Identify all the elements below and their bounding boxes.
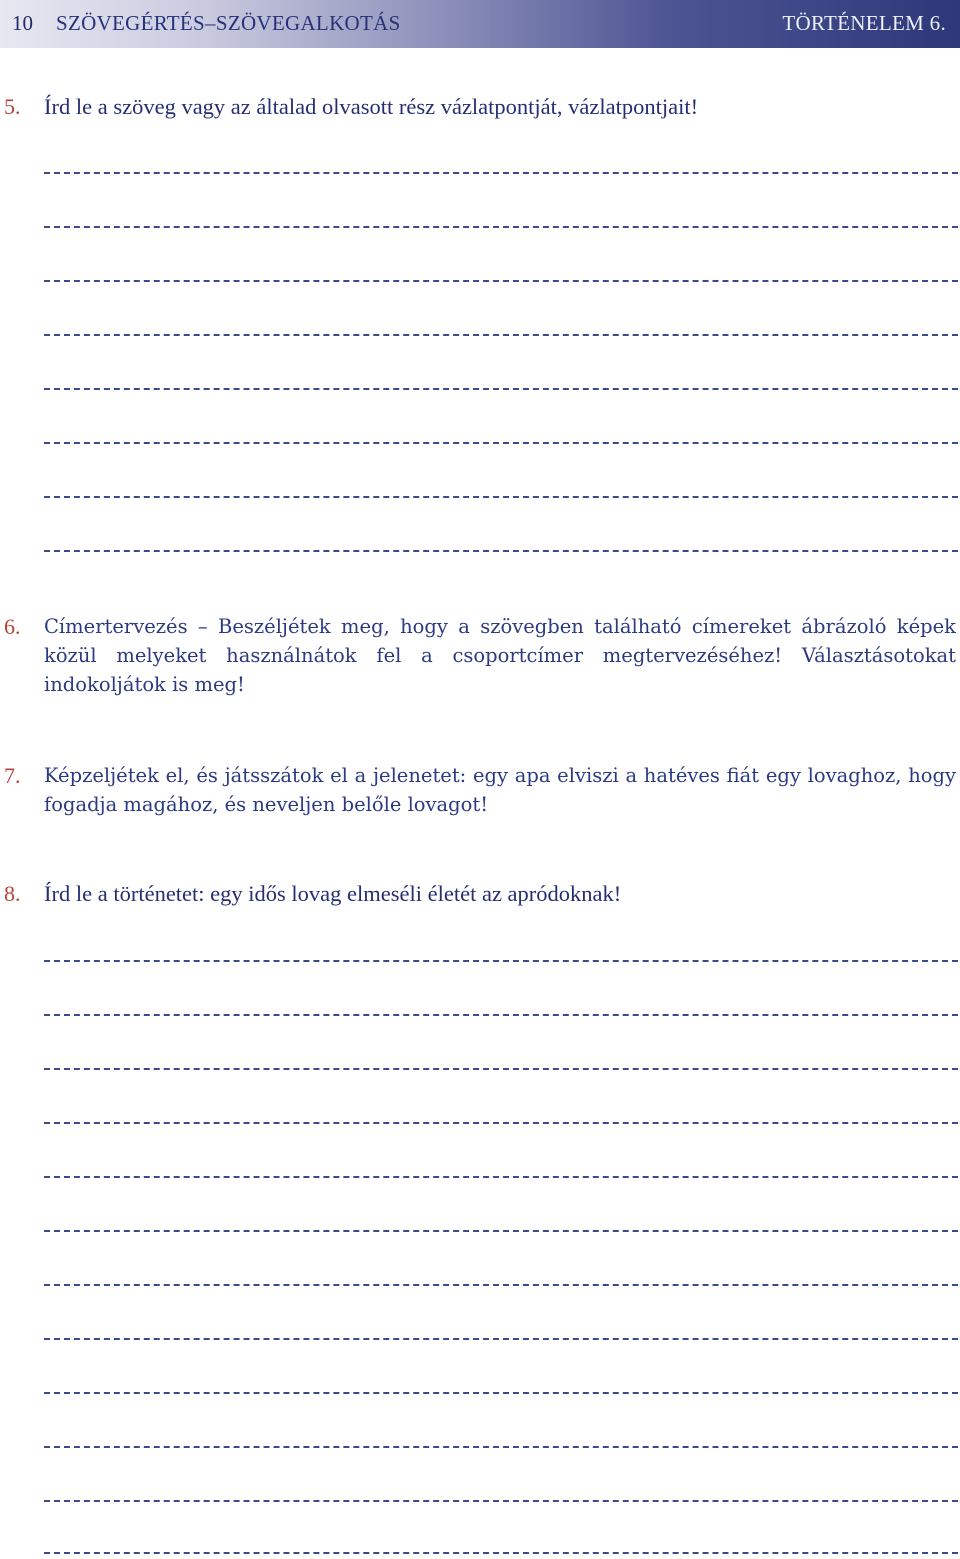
answer-line[interactable] xyxy=(44,334,958,336)
task-5 xyxy=(0,92,960,121)
answer-line[interactable] xyxy=(44,1284,958,1286)
answer-line[interactable] xyxy=(44,1068,958,1070)
answer-line[interactable] xyxy=(44,1552,958,1554)
answer-line[interactable] xyxy=(44,1122,958,1124)
task-number: 5. xyxy=(4,94,21,119)
answer-line[interactable] xyxy=(44,550,958,552)
task-8 xyxy=(0,879,960,908)
answer-line[interactable] xyxy=(44,442,958,444)
task-6 xyxy=(0,612,960,699)
answer-line[interactable] xyxy=(44,1338,958,1340)
answer-line[interactable] xyxy=(44,280,958,282)
task-7 xyxy=(0,761,960,819)
answer-line[interactable] xyxy=(44,1014,958,1016)
answer-line[interactable] xyxy=(44,1446,958,1448)
answer-line[interactable] xyxy=(44,1230,958,1232)
answer-line[interactable] xyxy=(44,388,958,390)
answer-line[interactable] xyxy=(44,960,958,962)
task-text: Írd le a szöveg vagy az általad olvasott rész vázlatpontját, vázlatpontjait! xyxy=(44,94,699,119)
answer-line[interactable] xyxy=(44,226,958,228)
task-number: 7. xyxy=(4,763,21,788)
page-number: 10 xyxy=(12,11,33,35)
task-text: Címertervezés – Beszéljétek meg, hogy a szövegben található címereket ábrázoló képek közül melyeket használnátok fel a csoportcímer megtervezéséhez! Választásotokat indokoljátok is meg! xyxy=(44,615,956,696)
page-header xyxy=(0,0,960,48)
answer-line[interactable] xyxy=(44,1392,958,1394)
answer-line[interactable] xyxy=(44,172,958,174)
answer-line[interactable] xyxy=(44,1176,958,1178)
task-number: 6. xyxy=(4,614,21,639)
answer-line[interactable] xyxy=(44,496,958,498)
answer-line[interactable] xyxy=(44,1500,958,1502)
task-number: 8. xyxy=(4,881,21,906)
task-text: Képzeljétek el, és játsszátok el a jelenetet: egy apa elviszi a hatéves fiát egy lovaghoz, hogy fogadja magához, és neveljen belőle lovagot! xyxy=(44,764,956,816)
task-text: Írd le a történetet: egy idős lovag elmeséli életét az apródoknak! xyxy=(44,881,622,906)
series-title: SZÖVEGÉRTÉS–SZÖVEGALKOTÁS xyxy=(56,11,401,35)
subject-title: TÖRTÉNELEM 6. xyxy=(782,11,946,35)
